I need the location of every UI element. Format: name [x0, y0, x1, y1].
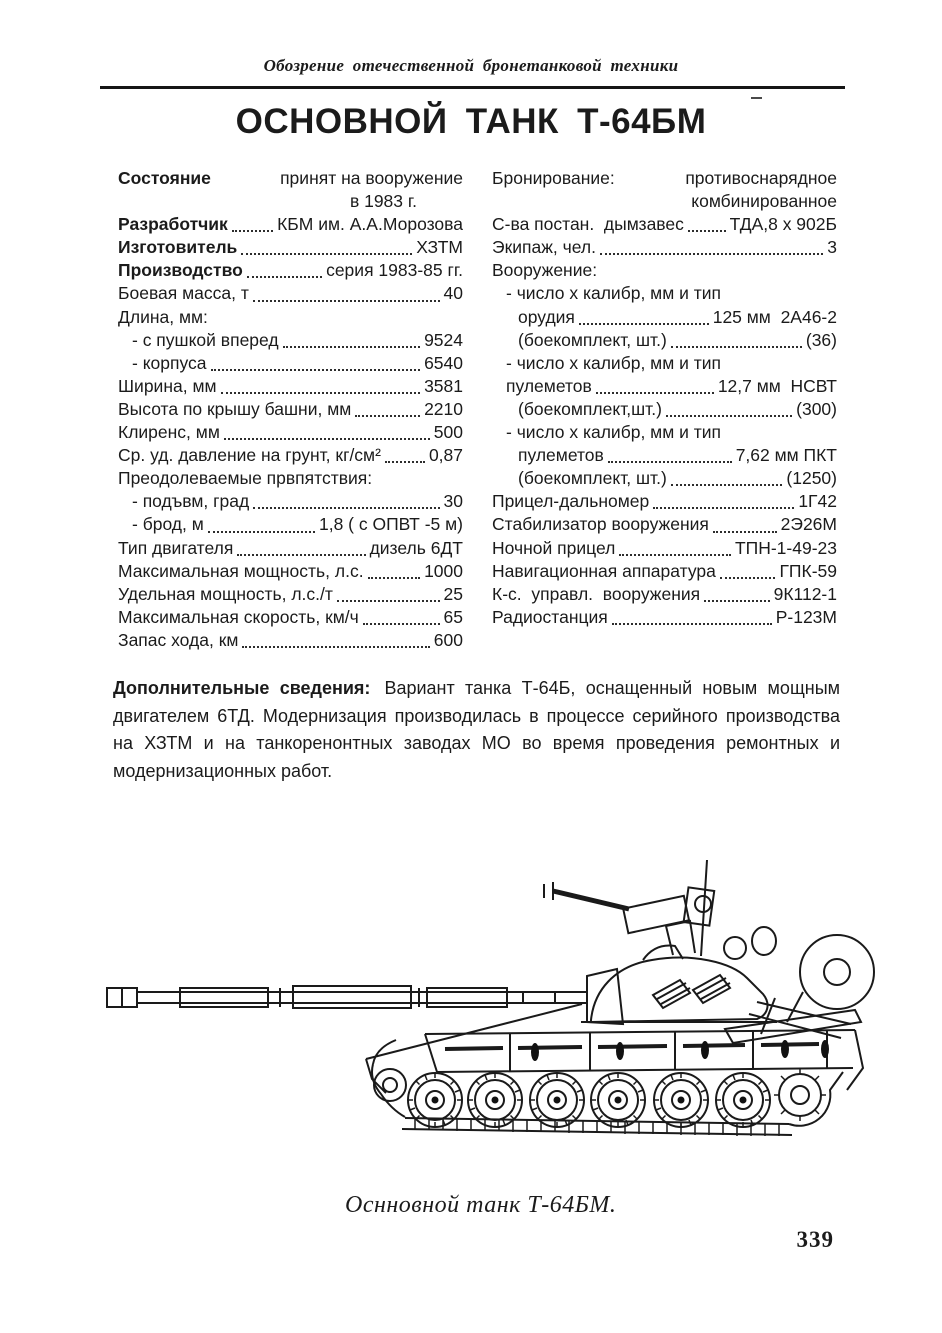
dot-leader: [247, 276, 322, 278]
spec-label: Боевая масса, т: [118, 283, 249, 304]
dot-leader: [221, 392, 421, 394]
dot-leader: [242, 646, 429, 648]
page-title: ОСНОВНОЙ ТАНК Т-64БМ: [235, 102, 707, 141]
spec-label: орудия: [518, 306, 575, 327]
dot-leader: [612, 623, 772, 625]
spec-row: [492, 583, 837, 606]
dot-leader: [253, 507, 439, 509]
spec-value: 3581: [424, 375, 463, 396]
spec-row: [118, 606, 463, 629]
drive-sprocket: [774, 1069, 826, 1121]
spec-row: [492, 259, 837, 282]
spec-value: дизель 6ДТ: [369, 537, 463, 558]
spec-row: [492, 213, 837, 236]
spec-value: 600: [433, 629, 463, 650]
dot-leader: [608, 461, 732, 463]
spec-label: Высота по крышу башни, мм: [118, 398, 352, 419]
spec-table: [118, 167, 837, 652]
spec-value: в 1983 г.: [349, 191, 417, 212]
spec-label: - корпуса: [132, 352, 207, 373]
spec-column-right: [492, 167, 837, 652]
spec-row: [118, 306, 463, 329]
dot-leader: [671, 484, 783, 486]
page-number: 339: [796, 1227, 834, 1252]
spec-value: 2210: [424, 398, 463, 419]
dot-leader: [579, 323, 709, 325]
spec-row: [492, 167, 837, 190]
spec-label: Изготовитель: [118, 237, 238, 258]
spec-row: [118, 583, 463, 606]
dot-leader: [720, 577, 776, 579]
spec-row: [118, 467, 463, 490]
spec-label: С-ва постан. дымзавес: [492, 214, 684, 235]
spec-value: 7,62 мм ПКТ: [735, 445, 837, 466]
spec-value: 125 мм 2А46-2: [712, 306, 837, 327]
additional-info-label: Дополнительные сведения:: [113, 678, 371, 698]
running-header: Обозрение отечественной бронетанковой техники: [263, 56, 679, 75]
spec-row: [492, 444, 837, 467]
dot-leader: [713, 531, 777, 533]
spec-label: Ср. уд. давление на грунт, кг/см²: [118, 445, 381, 466]
spec-label: (боекомплект, шт.): [518, 329, 667, 350]
header-rule: [100, 86, 845, 89]
spec-row: [118, 236, 463, 259]
spec-row: [118, 398, 463, 421]
dot-leader: [208, 531, 315, 533]
spec-row: [492, 375, 837, 398]
spec-value: ТПН-1-49-23: [734, 537, 837, 558]
spec-label: Состояние: [118, 168, 211, 188]
spec-label: - число х калибр, мм и тип: [506, 422, 722, 443]
dot-leader: [232, 230, 273, 232]
dot-leader: [368, 577, 420, 579]
spec-row: [492, 513, 837, 536]
spec-value: ТДА,8 х 902Б: [729, 214, 837, 235]
spec-label: Ночной прицел: [492, 537, 616, 558]
spec-value: комбинированное: [691, 191, 837, 212]
spec-label: К-с. управл. вооружения: [492, 583, 701, 604]
spec-label: Удельная мощность, л.с./т: [118, 583, 333, 604]
additional-info-text: Вариант танка Т-64Б, оснащенный новым мощным двигателем 6ТД. Модернизация производилась в процессе серийного производства на ХЗТМ и на танкоренонтных заводах МО во время проведения ремонтных и модернизационных работ.: [113, 678, 841, 781]
spec-row: [492, 329, 837, 352]
spec-value: 2Э26М: [780, 514, 837, 535]
aa-machine-gun: [544, 882, 714, 960]
dot-leader: [283, 346, 420, 348]
spec-value: Р-123М: [775, 606, 837, 627]
dot-leader: [237, 554, 365, 556]
spec-value: 30: [443, 491, 463, 512]
spec-row: [118, 629, 463, 652]
tank-line-drawing: [85, 852, 875, 1147]
snorkel-drum: [787, 935, 874, 1022]
spec-label: Экипаж, чел.: [492, 237, 596, 258]
spec-label: Ширина, мм: [118, 375, 217, 396]
spec-label: пулеметов: [518, 445, 604, 466]
spec-label: Клиренс, мм: [118, 422, 220, 443]
spec-value: (36): [805, 329, 837, 350]
spec-row: [492, 490, 837, 513]
spec-value: принят на вооружение: [280, 168, 463, 188]
figure-caption: Оснновной танк Т-64БМ.: [345, 1192, 617, 1218]
dot-leader: [671, 346, 802, 348]
dot-leader: [337, 600, 440, 602]
rear-stowage: [725, 998, 861, 1043]
track: [372, 1040, 843, 1136]
dot-leader: [596, 392, 714, 394]
antenna: [695, 860, 776, 959]
spec-value: (1250): [786, 468, 837, 489]
dot-leader: [363, 623, 440, 625]
dot-leader: [253, 300, 440, 302]
dot-leader: [211, 369, 421, 371]
spec-value: 1000: [424, 560, 463, 581]
spec-row: [118, 352, 463, 375]
spec-row: [492, 467, 837, 490]
spec-row: [118, 282, 463, 305]
spec-column-left: [118, 167, 463, 652]
spec-label: Тип двигателя: [118, 537, 234, 558]
spec-row: [118, 513, 463, 536]
dot-leader: [241, 253, 412, 255]
spec-value: 0,87: [428, 445, 463, 466]
spec-value: 1Г42: [798, 491, 837, 512]
spec-label: Длина, мм:: [118, 306, 208, 327]
spec-value: 12,7 мм НСВТ: [717, 375, 837, 396]
spec-row: [118, 190, 463, 213]
dot-leader: [653, 507, 794, 509]
spec-row: [492, 282, 837, 305]
spec-row: [118, 213, 463, 236]
spec-row: [492, 560, 837, 583]
dot-leader: [666, 415, 792, 417]
spec-row: [118, 259, 463, 282]
spec-value: ХЗТМ: [416, 237, 463, 258]
spec-label: - подъвм, град: [132, 491, 250, 512]
spec-value: КБМ им. А.А.Морозова: [277, 214, 463, 235]
spec-label: Преодолеваемые првпятствия:: [118, 468, 373, 489]
spec-label: Прицел-дальномер: [492, 491, 650, 512]
spec-value: 6540: [424, 352, 463, 373]
spec-row: [118, 444, 463, 467]
spec-value: ГПК-59: [779, 560, 837, 581]
dot-leader: [688, 230, 726, 232]
spec-row: [492, 606, 837, 629]
spec-label: Разработчик: [118, 214, 228, 235]
spec-value: 40: [443, 283, 463, 304]
spec-value: 3: [827, 237, 837, 258]
spec-label: Запас хода, км: [118, 629, 239, 650]
spec-value: 9К112-1: [773, 583, 837, 604]
gun-barrel: [107, 986, 587, 1008]
spec-label: Бронирование:: [492, 168, 615, 188]
spec-row: [492, 421, 837, 444]
spec-value: 1,8 ( с ОПВТ -5 м): [318, 514, 463, 535]
spec-label: Производство: [118, 260, 243, 281]
spec-row: [118, 560, 463, 583]
dot-leader: [355, 415, 420, 417]
spec-label: Радиостанция: [492, 606, 608, 627]
dot-leader: [704, 600, 769, 602]
spec-value: 25: [443, 583, 463, 604]
dot-leader: [600, 253, 823, 255]
spec-row: [492, 398, 837, 421]
dot-leader: [619, 554, 731, 556]
additional-info-paragraph: [113, 675, 840, 785]
spec-value: 9524: [424, 329, 463, 350]
spec-row: [492, 190, 837, 213]
spec-row: [492, 537, 837, 560]
spec-label: - брод, м: [132, 514, 204, 535]
turret: [581, 958, 777, 1024]
spec-value: противоснарядное: [685, 168, 837, 188]
spec-label: Навигационная аппаратура: [492, 560, 716, 581]
suspension-dampers: [531, 1040, 829, 1061]
spec-row: [492, 352, 837, 375]
spec-row: [492, 306, 837, 329]
spec-row: [118, 167, 463, 190]
spec-row: [118, 375, 463, 398]
spec-label: - число х калибр, мм и тип: [506, 352, 722, 373]
spec-label: - с пушкой вперед: [132, 329, 279, 350]
spec-label: пулеметов: [506, 375, 592, 396]
spec-row: [118, 421, 463, 444]
spec-value: серия 1983-85 гг.: [326, 260, 463, 281]
dot-leader: [385, 461, 425, 463]
spec-row: [118, 537, 463, 560]
spec-label: (боекомплект,шт.): [518, 398, 662, 419]
spec-row: [118, 490, 463, 513]
spec-row: [492, 236, 837, 259]
scan-artifact-dash: [751, 97, 762, 99]
tank-illustration: [85, 852, 875, 1147]
dot-leader: [224, 438, 430, 440]
spec-label: - число х калибр, мм и тип: [506, 283, 722, 304]
spec-label: (боекомплект, шт.): [518, 468, 667, 489]
spec-value: 65: [443, 606, 463, 627]
spec-label: Максимальная мощность, л.с.: [118, 560, 364, 581]
spec-label: Вооружение:: [492, 260, 598, 281]
spec-label: Максимальная скорость, км/ч: [118, 606, 359, 627]
spec-row: [118, 329, 463, 352]
spec-value: (300): [796, 398, 837, 419]
spec-label: Стабилизатор вооружения: [492, 514, 709, 535]
spec-value: 500: [433, 422, 463, 443]
